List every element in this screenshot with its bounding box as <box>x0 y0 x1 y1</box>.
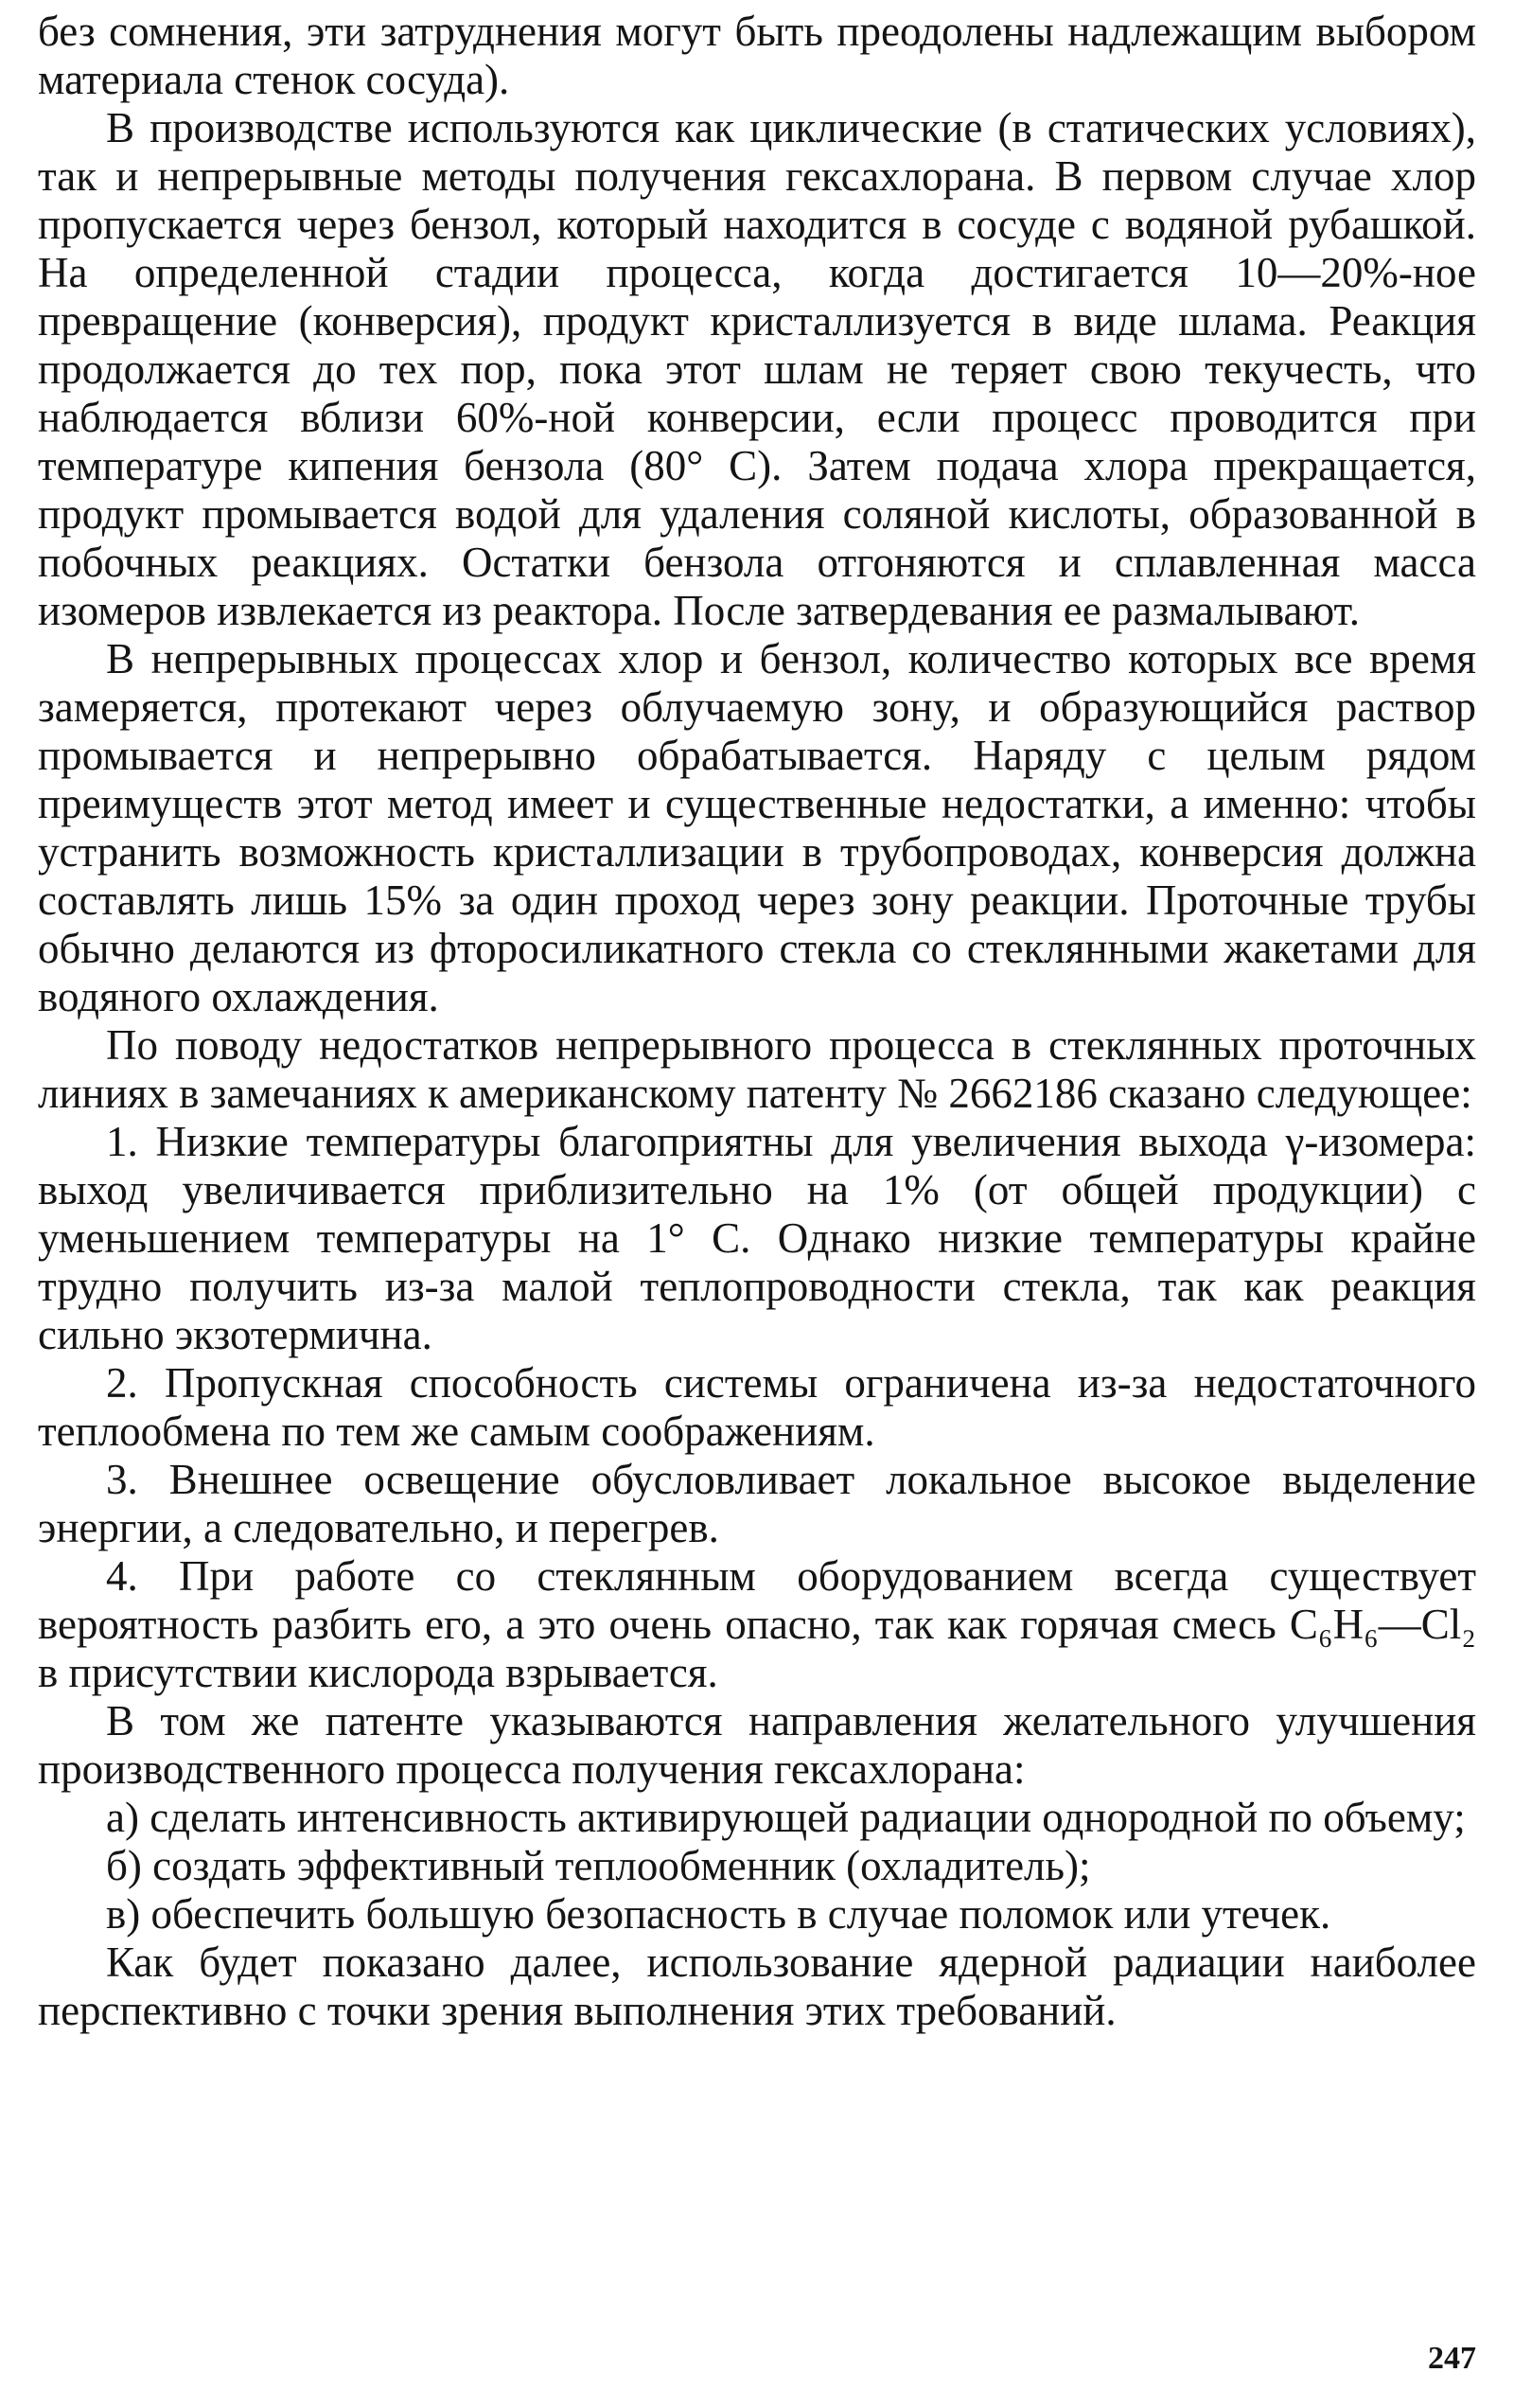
body-text <box>38 8 1476 2035</box>
paragraph-continuous-processes: В непрерывных процессах хлор и бензол, количество которых все время замеряется, протекают через облучаемую зону, и образующийся раствор промывается и непрерывно обрабатывается. Наряду с целым рядом преимуществ этот метод имеет и существенные недостатки, а именно: чтобы устранить возможность кристаллизации в трубопроводах, конверсия должна составлять лишь 15% за один проход через зону реакции. Проточные трубы обычно делаются из фторосиликатного стекла со стеклянными жакетами для водяного охлаждения. <box>38 635 1476 1020</box>
list-item-4: 4. При работе со стеклянным оборудованием всегда существует вероятность разбить его, а это очень опасно, так как горячая смесь С₆Н₆—Сl₂ в присутствии кислорода взрывается. <box>38 1552 1476 1696</box>
list-item-a: а) сделать интенсивность активирующей радиации однородной по объему; <box>106 1794 1466 1841</box>
paragraph-conclusion: Как будет показано далее, использование ядерной радиации наиболее перспективно с точки зрения выполнения этих требований. <box>38 1939 1476 2034</box>
page-number: 247 <box>1428 2341 1476 2376</box>
paragraph-production-methods: В производстве используются как циклические (в статических условиях), так и непрерывные методы получения гексахлорана. В первом случае хлор пропускается через бензол, который находится в сосуде с водяной рубашкой. На определенной стадии процесса, когда достигается 10—20%-ное превращение (конверсия), продукт кристаллизуется в виде шлама. Реакция продолжается до тех пор, пока этот шлам не теряет свою текучесть, что наблюдается вблизи 60%-ной конверсии, если процесс проводится при температуре кипения бензола (80° С). Затем подача хлора прекращается, продукт промывается водой для удаления соляной кислоты, образованной в побочных реакциях. Остатки бензола отгоняются и сплавленная масса изомеров извлекается из реактора. После затвердевания ее размалывают. <box>38 104 1476 634</box>
list-item-b: б) создать эффективный теплообменник (охладитель); <box>106 1842 1091 1889</box>
list-item-3: 3. Внешнее освещение обусловливает локальное высокое выделение энергии, а следовательно, и перегрев. <box>38 1456 1476 1551</box>
list-item-2: 2. Пропускная способность системы ограничена из-за недостаточного теплообмена по тем же самым соображениям. <box>38 1359 1476 1455</box>
paragraph-continuation: без сомнения, эти затруднения могут быть преодолены надлежащим выбором материала стенок сосуда). <box>38 8 1476 103</box>
list-item-1: 1. Низкие температуры благоприятны для увеличения выхода γ-изомера: выход увеличивается приблизительно на 1% (от общей продукции) с уменьшением температуры на 1° С. Однако низкие температуры крайне трудно получить из-за малой теплопроводности стекла, так как реакция сильно экзотермична. <box>38 1118 1476 1358</box>
paragraph-improvement-directions: В том же патенте указываются направления желательного улучшения производственного процесса получения гексахлорана: <box>38 1697 1476 1793</box>
list-item-v: в) обеспечить большую безопасность в случае поломок или утечек. <box>106 1890 1331 1938</box>
paragraph-patent-remarks: По поводу недостатков непрерывного процесса в стеклянных проточных линиях в замечаниях к американскому патенту № 2662186 сказано следующее: <box>38 1021 1476 1117</box>
